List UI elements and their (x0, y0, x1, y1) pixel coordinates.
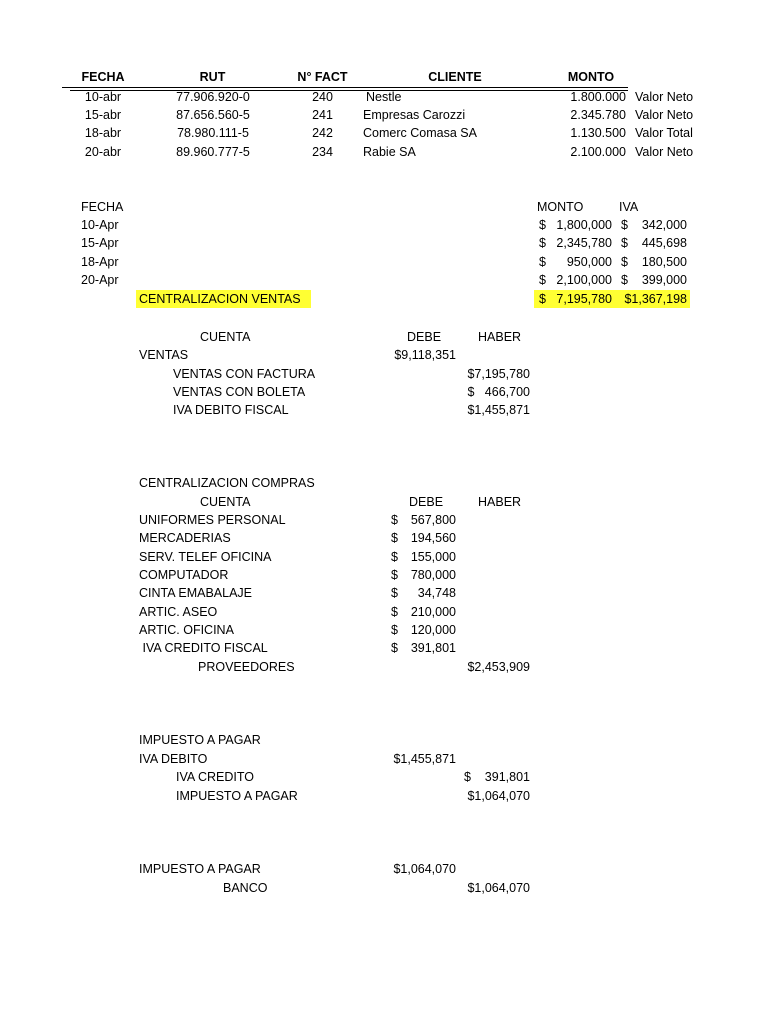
invoice-fecha: 15-abr (84, 108, 122, 122)
compras-account: CINTA EMABALAJE (139, 586, 252, 600)
compras-account: ARTIC. OFICINA (139, 623, 234, 637)
invoice-fact: 242 (312, 126, 333, 140)
currency-sign: $ (621, 255, 628, 269)
invoice-fact: 234 (312, 145, 333, 159)
invoice-rut: 77.906.920-0 (176, 90, 250, 104)
compras-account: COMPUTADOR (139, 568, 229, 582)
header-rule-top (62, 87, 628, 88)
summary-monto: 1,800,000 (556, 218, 612, 232)
invoice-tipo: Valor Neto (635, 145, 694, 159)
invoice-fecha: 20-abr (84, 145, 122, 159)
iva-credito-account: IVA CREDITO (176, 770, 255, 784)
invoice-tipo: Valor Neto (635, 108, 694, 122)
invoice-tipo: Valor Neto (635, 90, 694, 104)
iva-credito-haber: $ 391,801 (463, 770, 530, 784)
iva-debito-haber: $1,455,871 (467, 403, 530, 417)
summary-fecha: 18-Apr (81, 255, 119, 269)
summary-fecha: 20-Apr (81, 273, 119, 287)
banco-haber: $1,064,070 (467, 881, 530, 895)
invoice-monto: 1.800.000 (570, 90, 626, 104)
currency-sign: $ (539, 236, 546, 250)
summary-monto: 2,345,780 (556, 236, 612, 250)
currency-sign: $ (391, 586, 398, 600)
invoice-fecha: 10-abr (84, 90, 122, 104)
summary-iva: 399,000 (641, 273, 687, 287)
compras-account: UNIFORMES PERSONAL (139, 513, 286, 527)
impuesto-pagar-debe: $1,064,070 (393, 862, 456, 876)
compras-debe: 155,000 (410, 550, 456, 564)
debe-header: DEBE (407, 330, 442, 344)
compras-account: SERV. TELEF OFICINA (139, 550, 272, 564)
currency-sign: $ (539, 292, 546, 306)
compras-debe: 120,000 (410, 623, 456, 637)
invoice-rut: 78.980.111-5 (177, 126, 249, 140)
ventas-debe: $9,118,351 (394, 348, 456, 362)
haber-header: HABER (478, 495, 522, 509)
invoice-rut: 89.960.777-5 (176, 145, 250, 159)
debe-header: DEBE (409, 495, 444, 509)
invoice-monto: 1.130.500 (570, 126, 626, 140)
header-monto: MONTO (567, 70, 615, 84)
invoice-cliente: Empresas Carozzi (363, 108, 466, 122)
invoice-cliente: Rabie SA (363, 145, 416, 159)
ventas-factura-account: VENTAS CON FACTURA (173, 367, 316, 381)
banco-account: BANCO (223, 881, 268, 895)
currency-sign: $ (539, 273, 546, 287)
ventas-boleta-haber: $ 466,700 (467, 385, 530, 399)
currency-sign: $ (621, 236, 628, 250)
invoice-monto: 2.345.780 (570, 108, 626, 122)
ventas-factura-haber: $7,195,780 (467, 367, 530, 381)
impuesto-pagar-haber: $1,064,070 (467, 789, 530, 803)
invoice-cliente: Comerc Comasa SA (363, 126, 477, 140)
summary-fecha: 15-Apr (81, 236, 119, 250)
compras-account: ARTIC. ASEO (139, 605, 218, 619)
compras-debe: 194,560 (410, 531, 456, 545)
invoice-cliente: Nestle (366, 90, 402, 104)
currency-sign: $ (391, 513, 398, 527)
compras-debe: 34,748 (417, 586, 456, 600)
proveedores-account: PROVEEDORES (198, 660, 295, 674)
summary-fecha-header: FECHA (81, 200, 124, 214)
header-fecha: FECHA (81, 70, 125, 84)
total-monto: 7,195,780 (556, 292, 612, 306)
invoice-fact: 240 (312, 90, 333, 104)
proveedores-haber: $2,453,909 (467, 660, 530, 674)
summary-fecha: 10-Apr (81, 218, 119, 232)
centralizacion-ventas-label: CENTRALIZACION VENTAS (139, 292, 301, 306)
ventas-boleta-account: VENTAS CON BOLETA (173, 385, 306, 399)
iva-debito-account: IVA DEBITO FISCAL (173, 403, 289, 417)
total-iva: $1,367,198 (624, 292, 687, 306)
compras-debe: 567,800 (410, 513, 456, 527)
impuesto-pagar-account: IMPUESTO A PAGAR (139, 862, 261, 876)
invoice-rut: 87.656.560-5 (176, 108, 250, 122)
cuenta-header: CUENTA (200, 330, 251, 344)
summary-iva: 180,500 (641, 255, 687, 269)
currency-sign: $ (391, 641, 398, 655)
currency-sign: $ (621, 218, 628, 232)
currency-sign: $ (539, 255, 546, 269)
invoice-monto: 2.100.000 (570, 145, 626, 159)
currency-sign: $ (539, 218, 546, 232)
impuesto-title: IMPUESTO A PAGAR (139, 733, 261, 747)
haber-header: HABER (478, 330, 522, 344)
summary-iva-header: IVA (619, 200, 639, 214)
summary-monto: 950,000 (566, 255, 612, 269)
currency-sign: $ (391, 605, 398, 619)
header-rut: RUT (199, 70, 226, 84)
invoice-fecha: 18-abr (84, 126, 122, 140)
header-cliente: CLIENTE (428, 70, 482, 84)
summary-iva: 445,698 (641, 236, 687, 250)
invoice-fact: 241 (312, 108, 333, 122)
iva-debito-account: IVA DEBITO (139, 752, 208, 766)
compras-account: MERCADERIAS (139, 531, 231, 545)
currency-sign: $ (391, 550, 398, 564)
summary-monto: 2,100,000 (556, 273, 612, 287)
compras-debe: 210,000 (410, 605, 456, 619)
compras-debe: 391,801 (410, 641, 456, 655)
summary-monto-header: MONTO (537, 200, 584, 214)
compras-account: IVA CREDITO FISCAL (139, 641, 268, 655)
summary-iva: 342,000 (641, 218, 687, 232)
cuenta-header: CUENTA (200, 495, 251, 509)
compras-debe: 780,000 (410, 568, 456, 582)
currency-sign: $ (391, 623, 398, 637)
currency-sign: $ (391, 568, 398, 582)
impuesto-pagar-account: IMPUESTO A PAGAR (176, 789, 298, 803)
header-nfact: N° FACT (297, 70, 348, 84)
currency-sign: $ (621, 273, 628, 287)
currency-sign: $ (391, 531, 398, 545)
ventas-account: VENTAS (139, 348, 189, 362)
compras-title: CENTRALIZACION COMPRAS (139, 476, 315, 490)
iva-debito-debe: $1,455,871 (393, 752, 456, 766)
invoice-tipo: Valor Total (635, 126, 693, 140)
